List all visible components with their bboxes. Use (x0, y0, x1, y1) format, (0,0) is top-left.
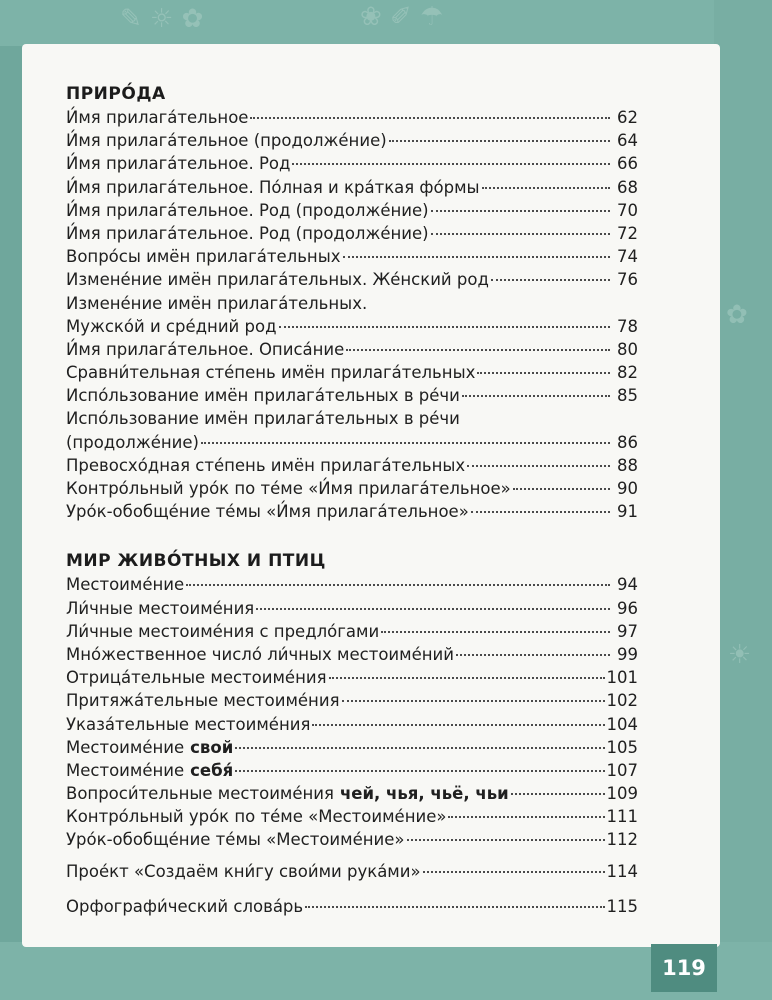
dot-leader (342, 700, 605, 702)
toc-entry[interactable] (66, 782, 638, 805)
toc-entry[interactable] (66, 361, 638, 384)
toc-entry-page: 112 (606, 830, 638, 850)
dot-leader (343, 256, 610, 258)
decorative-pattern: ☀ (728, 640, 752, 670)
toc-entry[interactable] (66, 477, 638, 500)
toc-entry[interactable] (66, 454, 638, 477)
toc-entry-title: Ли́чные местоиме́ния с предло́гами (66, 621, 380, 641)
toc-entry-title: Измене́ние имён прилага́тельных. (66, 293, 368, 313)
toc-entry-title: Сравни́тельная сте́пень имён прилага́тельных (66, 363, 476, 383)
toc-entry-title: (продолже́ние) (66, 432, 199, 452)
decorative-pattern: ✎ ☼ ✿ (120, 4, 204, 34)
toc-entry-page: 115 (606, 896, 638, 916)
toc-entry-page: 66 (617, 154, 638, 174)
toc-entry-title: И́мя прилага́тельное. Род (продолже́ние) (66, 223, 429, 243)
dot-leader (482, 187, 610, 189)
toc-entry[interactable] (66, 129, 638, 152)
dot-leader (256, 608, 610, 610)
toc-entry[interactable] (66, 805, 638, 828)
dot-leader (389, 140, 610, 142)
dot-leader (423, 871, 605, 873)
toc-entry-page: 105 (606, 737, 638, 757)
toc-entry-page: 70 (617, 200, 638, 220)
dot-leader (431, 233, 610, 235)
toc-entry-page: 64 (617, 131, 638, 151)
toc-entry-page: 111 (606, 807, 638, 827)
toc-entry[interactable] (66, 736, 638, 759)
toc-entry-title: Орфографи́ческий слова́рь (66, 896, 304, 916)
decorative-pattern: ❀ ✐ ☂ (360, 2, 444, 32)
toc-entry[interactable] (66, 643, 638, 666)
dot-leader (250, 117, 610, 119)
section-entries (66, 573, 638, 851)
dot-leader (407, 839, 605, 841)
toc-entry-title: Контро́льный уро́к по те́ме «Местоиме́ние» (66, 807, 447, 827)
toc-entry-page: 85 (617, 386, 638, 406)
toc-entry-title: Испо́льзование имён прилага́тельных в ре́чи (66, 386, 460, 406)
toc-entry[interactable] (66, 500, 638, 523)
dot-leader (346, 349, 610, 351)
dot-leader (279, 326, 611, 328)
toc-entry-page: 109 (606, 784, 638, 804)
toc-entry-page: 86 (617, 432, 638, 452)
toc-entry[interactable] (66, 689, 638, 712)
toc-entry-title: Отрица́тельные местоиме́ния (66, 668, 327, 688)
toc-entry-title: Местоиме́ние (66, 760, 185, 780)
section-title: ПРИРО́ДА (66, 84, 166, 104)
toc-entry-page: 104 (606, 714, 638, 734)
toc-entry[interactable] (66, 292, 638, 315)
toc-entry[interactable] (66, 860, 638, 883)
toc-entry-page: 74 (617, 247, 638, 267)
toc-entry[interactable] (66, 222, 638, 245)
toc-entry[interactable] (66, 176, 638, 199)
toc-entry-title: Вопро́сы имён прилага́тельных (66, 247, 341, 267)
toc-entry-title: Контро́льный уро́к по те́ме «И́мя прилага́тельное» (66, 479, 511, 498)
toc-entry-title: Измене́ние имён прилага́тельных. Же́нский род (66, 270, 489, 290)
toc-entry-page: 91 (617, 502, 638, 522)
toc-entry[interactable] (66, 245, 638, 268)
section-title: МИР ЖИВО́ТНЫХ И ПТИЦ (66, 551, 326, 572)
toc-entry-title: Притяжа́тельные местоиме́ния (66, 691, 340, 711)
toc-entry[interactable] (66, 573, 638, 596)
toc-entry-title: Указа́тельные местоиме́ния (66, 714, 311, 734)
toc-entry-page: 97 (617, 621, 638, 641)
toc-entry-title: Уро́к-обобще́ние те́мы «Местоиме́ние» (66, 830, 405, 850)
dot-leader (511, 793, 605, 795)
toc-entry-title: Прое́кт «Создаём кни́гу свои́ми рука́ми» (66, 861, 421, 881)
toc-entry[interactable] (66, 407, 638, 430)
toc-entry-title: И́мя прилага́тельное (66, 108, 249, 127)
toc-entry[interactable] (66, 199, 638, 222)
toc-entry-title: Местоиме́ние (66, 737, 185, 757)
dot-leader (477, 372, 610, 374)
dot-leader (467, 465, 610, 467)
toc-entry[interactable] (66, 431, 638, 454)
toc-entry-page: 78 (617, 316, 638, 336)
dot-leader (491, 279, 610, 281)
dot-leader (462, 395, 610, 397)
toc-entry-title: Уро́к-обобще́ние те́мы «И́мя прилага́тельное» (66, 502, 469, 522)
decorative-pattern: ✿ (726, 300, 748, 330)
toc-entry[interactable] (66, 384, 638, 407)
toc-entry-keyword: себя́ (190, 760, 234, 780)
toc-entry[interactable] (66, 620, 638, 643)
dot-leader (186, 584, 610, 586)
toc-entry-page: 62 (617, 108, 638, 127)
dot-leader (235, 747, 604, 749)
toc-entry-page: 72 (617, 223, 638, 243)
toc-entry[interactable] (66, 666, 638, 689)
dot-leader (305, 906, 604, 908)
toc-entry-page: 96 (617, 598, 638, 618)
decorative-border-right (714, 0, 772, 1000)
section-entries (66, 106, 638, 523)
dot-leader (312, 724, 604, 726)
dot-leader (381, 631, 610, 633)
toc-entry-title: И́мя прилага́тельное. Род (продолже́ние) (66, 200, 429, 220)
toc-entry[interactable] (66, 895, 638, 918)
toc-entry-title: И́мя прилага́тельное. Описа́ние (66, 339, 345, 359)
toc-entry[interactable] (66, 315, 638, 338)
toc-entry-page: 76 (617, 270, 638, 290)
toc-entry-page: 90 (617, 479, 638, 498)
page-number: 119 (651, 944, 717, 992)
dot-leader (456, 654, 610, 656)
toc-entry[interactable] (66, 338, 638, 361)
toc-entry-title: Испо́льзование имён прилага́тельных в ре́чи (66, 409, 460, 429)
toc-entry-title: Превосхо́дная сте́пень имён прилага́тельных (66, 455, 466, 475)
toc-entry-page: 68 (617, 177, 638, 197)
toc-entry[interactable] (66, 597, 638, 620)
dot-leader (292, 163, 610, 165)
toc-entry-page: 114 (606, 861, 638, 881)
toc-entry-page: 101 (606, 668, 638, 688)
toc-entry-page: 107 (606, 760, 638, 780)
dot-leader (513, 488, 610, 490)
toc-entry[interactable] (66, 268, 638, 291)
toc-entry[interactable] (66, 759, 638, 782)
toc-entry-title: И́мя прилага́тельное. Род (66, 154, 291, 174)
toc-entry-title: Мужско́й и сре́дний род (66, 316, 277, 336)
toc-entry-page: 88 (617, 455, 638, 475)
dot-leader (235, 770, 604, 772)
toc-entry-title: Вопроси́тельные местоиме́ния (66, 784, 334, 804)
table-of-contents (66, 82, 638, 918)
toc-entry[interactable] (66, 152, 638, 175)
toc-entry-keyword: свой (190, 737, 234, 757)
toc-entry[interactable] (66, 828, 638, 851)
dot-leader (448, 816, 604, 818)
toc-entry-title: Местоиме́ние (66, 575, 185, 595)
toc-entry-title: Ли́чные местоиме́ния (66, 598, 255, 618)
dot-leader (201, 442, 610, 444)
toc-entry-title: Мно́жественное число́ ли́чных местоиме́ний (66, 644, 454, 664)
toc-entry-page: 99 (617, 644, 638, 664)
dot-leader (329, 677, 605, 679)
toc-entry-title: И́мя прилага́тельное. По́лная и кра́ткая фо́рмы (66, 177, 480, 197)
toc-entry-page: 80 (617, 339, 638, 359)
toc-entry-keyword: чей, чья, чьё, чьи (339, 784, 509, 804)
toc-entry-page: 82 (617, 363, 638, 383)
dot-leader (431, 210, 610, 212)
toc-entry[interactable] (66, 713, 638, 736)
dot-leader (471, 511, 610, 513)
toc-entry[interactable] (66, 106, 638, 129)
toc-entry-page: 94 (617, 575, 638, 595)
toc-entry-title: И́мя прилага́тельное (продолже́ние) (66, 131, 387, 151)
toc-entry-page: 102 (606, 691, 638, 711)
